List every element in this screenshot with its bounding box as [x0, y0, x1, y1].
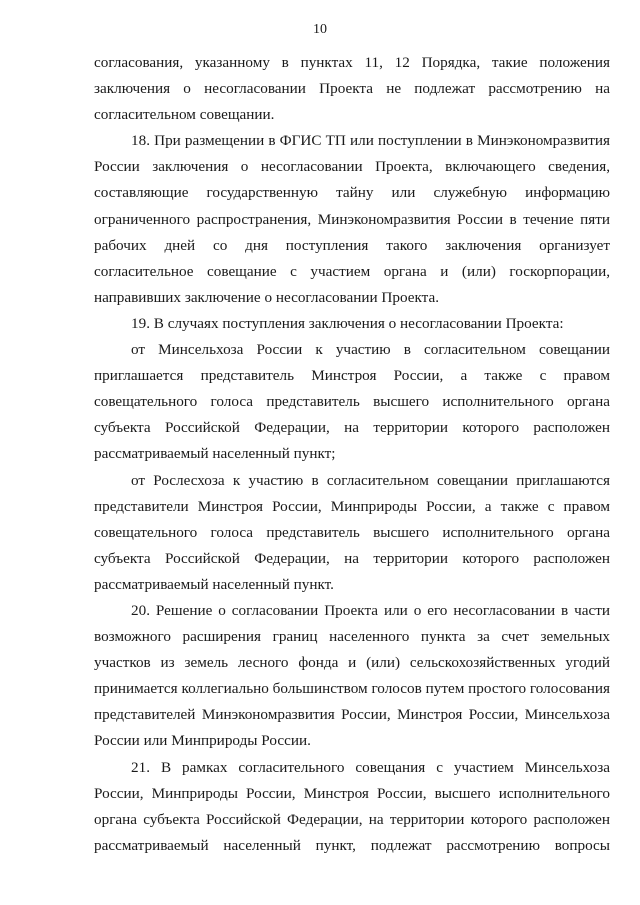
paragraph-18: 18. При размещении в ФГИС ТП или поступлении в Минэкономразвития России заключения о несогласовании Проекта, включающего сведения, составляющие государственную тайну или служебную информацию ограниченного распространения, Минэкономразвития России в течение пяти рабочих дней со дня поступления такого заключения организует согласительное совещание с участием органа и (или) госкорпорации, направивших заключение о несогласовании Проекта.: [94, 132, 610, 306]
document-body: [94, 50, 610, 859]
paragraph-19-rosleshoz: от Рослесхоза к участию в согласительном совещании приглашаются представители Минстроя России, Минприроды России, а также с правом совещательного голоса представитель высшего исполнительного органа субъекта Российской Федерации, на территории которого расположен рассматриваемый населенный пункт.: [94, 471, 610, 593]
paragraph-continuation: согласования, указанному в пунктах 11, 12 Порядка, такие положения заключения о несогласовании Проекта не подлежат рассмотрению на согласительном совещании.: [94, 54, 610, 124]
paragraph-19: 19. В случаях поступления заключения о несогласовании Проекта:: [131, 314, 564, 332]
paragraph-19-minselhoz: от Минсельхоза России к участию в согласительном совещании приглашается представитель Минстроя России, а также с правом совещательного голоса представитель высшего исполнительного органа субъекта Российской Федерации, на территории которого расположен рассматриваемый населенный пункт;: [94, 341, 610, 463]
page-number: 10: [313, 22, 327, 37]
paragraph-20: 20. Решение о согласовании Проекта или о его несогласовании в части возможного расширения границ населенного пункта за счет земельных участков из земель лесного фонда и (или) сельскохозяйственных угодий принимается коллегиально большинством голосов путем простого голосования представителей Минэкономразвития России, Минстроя России, Минсельхоза России или Минприроды России.: [94, 601, 610, 750]
paragraph-21: 21. В рамках согласительного совещания с участием Минсельхоза России, Минприроды России, Минстроя России, высшего исполнительного органа субъекта Российской Федерации, на территории которого расположен рассматриваемый населенный пункт, подлежат рассмотрению вопросы: [94, 758, 610, 854]
